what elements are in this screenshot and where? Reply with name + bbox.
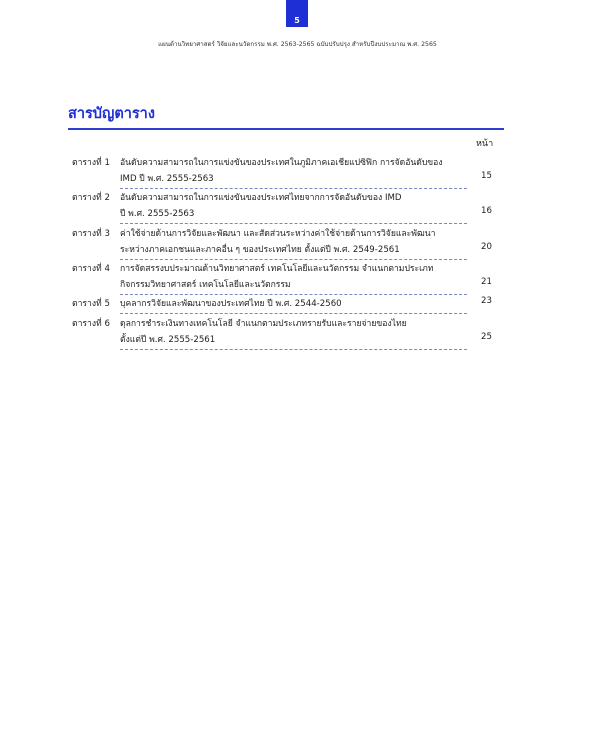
- toc-entry-line: การจัดสรรงบประมาณด้านวิทยาศาสตร์ เทคโนโลยีและนวัตกรรม จำแนกตามประเภท: [120, 264, 434, 274]
- toc-entry-label: ตารางที่ 2: [72, 193, 110, 203]
- toc-entry-page: 15: [481, 171, 492, 181]
- toc-entry-line: อันดับความสามารถในการแข่งขันของประเทศไทยจากการจัดอันดับของ IMD: [120, 193, 402, 203]
- toc-entry-line: ปี พ.ศ. 2555-2563: [120, 209, 195, 219]
- toc-entry-page: 21: [481, 277, 492, 287]
- toc-entry-line: IMD ปี พ.ศ. 2555-2563: [120, 174, 214, 184]
- toc-entry-label: ตารางที่ 3: [72, 229, 110, 239]
- running-header: แผนด้านวิทยาศาสตร์ วิจัยและนวัตกรรม พ.ศ. 2563-2565 ฉบับปรับปรุง สำหรับปีงบประมาณ พ.ศ. 2565: [158, 41, 437, 48]
- toc-entry-line: บุคลากรวิจัยและพัฒนาของประเทศไทย ปี พ.ศ. 2544-2560: [120, 299, 342, 309]
- toc-entry-text: [120, 261, 467, 295]
- page-column-label: หน้า: [476, 139, 494, 149]
- toc-entry-line: ค่าใช้จ่ายด้านการวิจัยและพัฒนา และสัดส่วนระหว่างค่าใช้จ่ายด้านการวิจัยและพัฒนา: [120, 229, 436, 239]
- toc-entry-text: [120, 316, 467, 350]
- toc-entry-label: ตารางที่ 1: [72, 158, 110, 168]
- toc-entry-page: 25: [481, 332, 492, 342]
- toc-entry-page: 23: [481, 296, 492, 306]
- page-number: 5: [294, 16, 300, 25]
- toc-entry-line: ดุลการชำระเงินทางเทคโนโลยี จำแนกตามประเภทรายรับและรายจ่ายของไทย: [120, 319, 407, 329]
- toc-entry-line: ระหว่างภาคเอกชนและภาคอื่น ๆ ของประเทศไทย ตั้งแต่ปี พ.ศ. 2549-2561: [120, 245, 400, 255]
- toc-entry-page: 20: [481, 242, 492, 252]
- toc-entry-line: อันดับความสามารถในการแข่งขันของประเทศในภูมิภาคเอเชียแปซิฟิก การจัดอันดับของ: [120, 158, 443, 168]
- toc-entry-label: ตารางที่ 6: [72, 319, 110, 329]
- page-number-tab: [286, 0, 308, 27]
- toc-entry-text: [120, 190, 467, 224]
- title-underline: [68, 128, 504, 130]
- toc-entry-line: ตั้งแต่ปี พ.ศ. 2555-2561: [120, 335, 216, 345]
- toc-entry-line: กิจกรรมวิทยาศาสตร์ เทคโนโลยีและนวัตกรรม: [120, 280, 291, 290]
- toc-entry-page: 16: [481, 206, 492, 216]
- page-title: สารบัญตาราง: [68, 106, 155, 122]
- toc-entry-label: ตารางที่ 4: [72, 264, 110, 274]
- toc-entry-text: [120, 226, 467, 260]
- toc-entry-text: [120, 296, 467, 314]
- toc-entry-text: [120, 155, 467, 189]
- toc-entry-label: ตารางที่ 5: [72, 299, 110, 309]
